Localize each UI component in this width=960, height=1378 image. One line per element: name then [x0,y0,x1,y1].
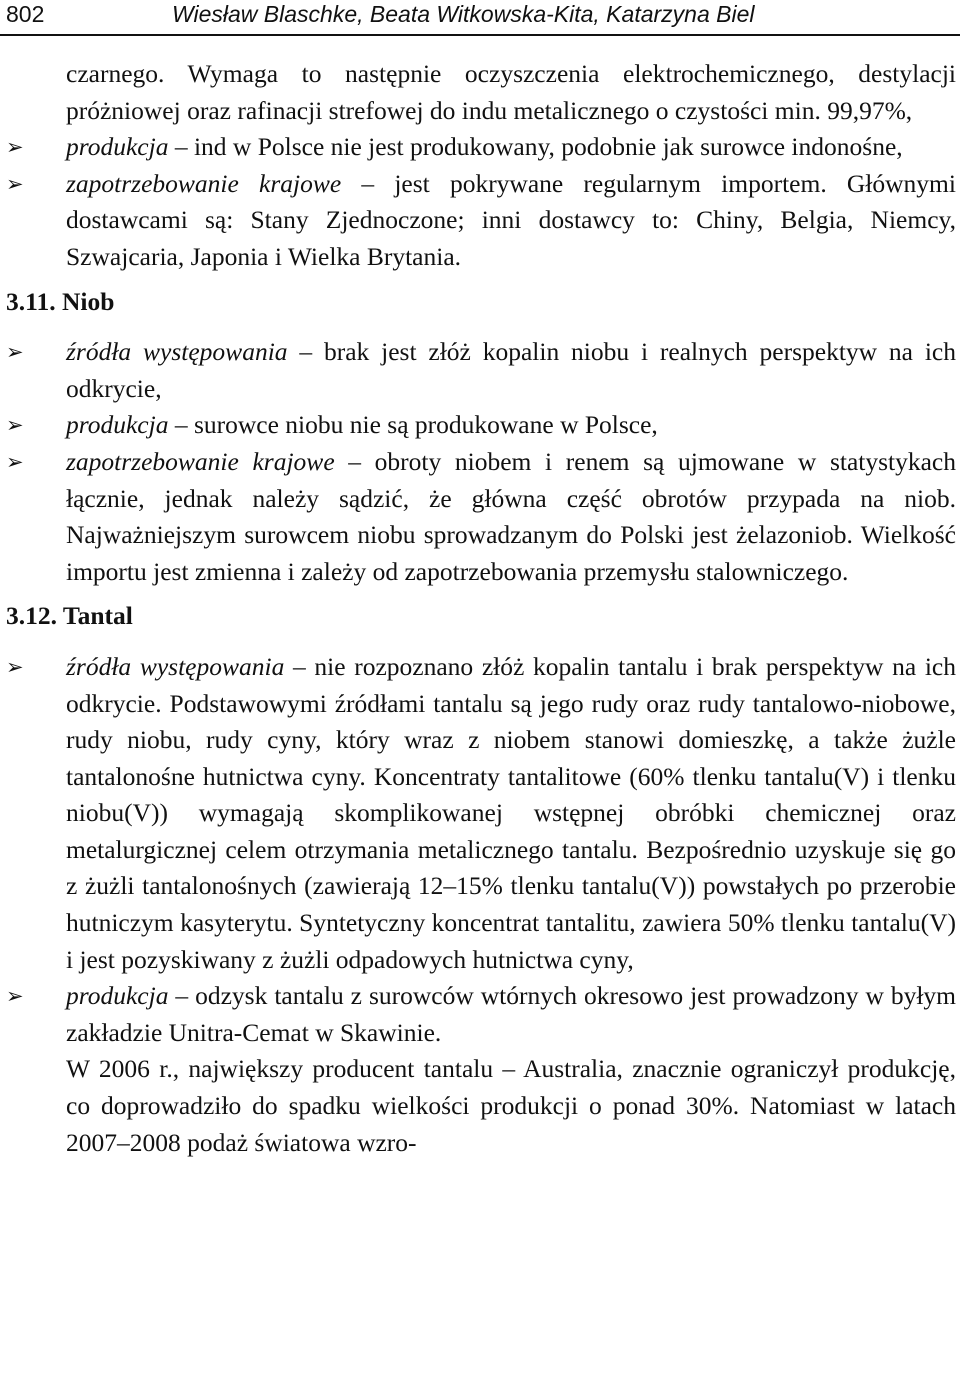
arrow-bullet-icon: ➢ [6,654,24,679]
item-text: – jest pokrywane regularnym importem. Głównymi dostawcami są: Stany Zjednoczone; inni dostawcy to: Chiny, Belgia, Niemcy, Szwajcaria, Japonia i Wielka Brytania. [66,168,956,271]
list-item [0,978,956,1051]
item-text: – nie rozpoznano złóż kopalin tantalu i brak perspektyw na ich odkrycie. Podstawowymi źródłami tantalu są jego rudy oraz rudy tantalowo-niobowe, rudy niobu, rudy cyny, który wraz z niobem stanowi domieszkę, a także żużle tantalonośne hutnictwa cyny. Koncentraty tantalitowe (60% tlenku tantalu(V) i tlenku niobu(V)) wymagają skomplikowanej wstępnej obróbki chemicznej oraz metalurgicznej celem otrzymania metalicznego tantalu. Bezpośrednio uzyskuje się go z żużli tantalonośnych (zawierają 12–15% tlenku tantalu(V)) powstałych po przerobie hutniczym kasyterytu. Syntetyczny koncentrat tantalitu, zawiera 50% tlenku tantalu(V) i jest pozyskiwany z żużli odpadowych hutnictwa cyny, [66,651,956,974]
list-item [0,649,956,978]
item-text: – ind w Polsce nie jest produkowany, podobnie jak surowce indonośne, [168,132,903,162]
item-text: – obroty niobem i renem są ujmowane w statystykach łącznie, jednak należy sądzić, że główna część obrotów przypada na niob. Najważniejszym surowcem niobu sprowadzanym do Polski jest żelazoniob. Wielkość importu jest zmienna i zależy od zapotrzebowania przemysłu stalowniczego. [66,446,956,586]
arrow-bullet-icon: ➢ [6,171,24,196]
item-text: – odzysk tantalu z surowców wtórnych okresowo jest prowadzony w byłym zakładzie Unitra-Cemat w Skawinie. [66,981,956,1047]
indium-continuation: czarnego. Wymaga to następnie oczyszczenia elektrochemicznego, destylacji próżniowej oraz rafinacji strefowej do indu metalicznego o czystości min. 99,97%, [66,59,956,125]
item-text: – brak jest złóż kopalin niobu i realnych perspektyw na ich odkrycie, [66,337,956,403]
item-term: źródła występowania [66,651,285,681]
section-heading-niob: 3.11. Niob [6,286,115,316]
page-header [0,0,960,36]
arrow-bullet-icon: ➢ [6,413,24,438]
item-term: źródła występowania [66,337,288,367]
item-term: produkcja [66,981,169,1011]
item-term: zapotrzebowanie krajowe [66,168,342,198]
section-heading-tantal: 3.12. Tantal [6,601,133,631]
arrow-bullet-icon: ➢ [6,135,24,160]
item-term: zapotrzebowanie krajowe [66,446,335,476]
page-body [0,56,960,1161]
list-item [0,166,956,276]
list-item [0,334,956,407]
list-item [0,129,956,166]
item-text: – surowce niobu nie są produkowane w Polsce, [168,410,658,440]
list-item [0,444,956,590]
item-term: produkcja [66,410,169,440]
tantal-continuation: W 2006 r., największy producent tantalu – Australia, znacznie ograniczył produkcję, co doprowadziło do spadku wielkości produkcji o ponad 30%. Natomiast w latach 2007–2008 podaż światowa wzro- [66,1054,956,1157]
arrow-bullet-icon: ➢ [6,984,24,1009]
running-title: Wiesław Blaschke, Beata Witkowska-Kita, Katarzyna Biel [172,1,755,27]
arrow-bullet-icon: ➢ [6,449,24,474]
arrow-bullet-icon: ➢ [6,340,24,365]
item-term: produkcja [66,132,169,162]
page-number: 802 [6,1,45,27]
list-item [0,407,956,444]
